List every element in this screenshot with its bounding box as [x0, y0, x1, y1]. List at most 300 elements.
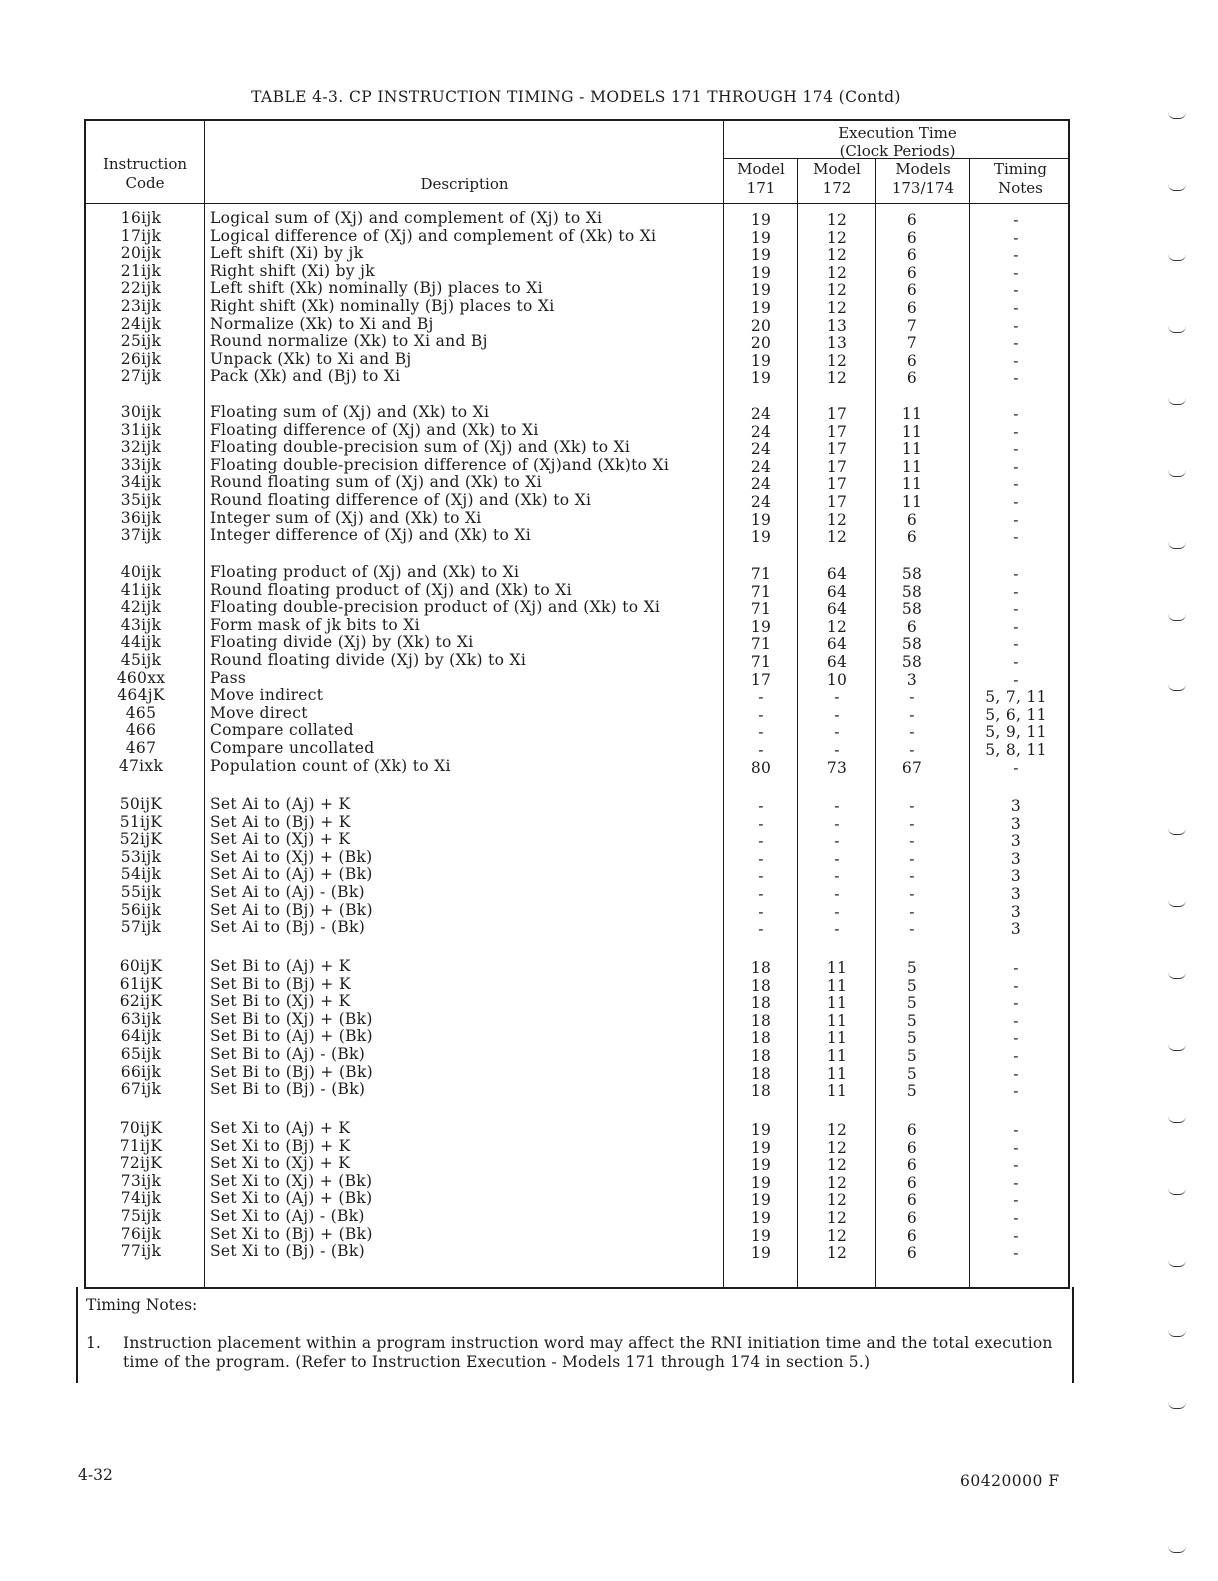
- cell-model-171: -: [758, 885, 764, 903]
- cell-model-172: -: [834, 723, 840, 742]
- cell-model-172: -: [834, 741, 840, 759]
- cell-model-172: 11: [826, 959, 848, 977]
- cell-model-172: -: [834, 688, 840, 707]
- cell-description: Set Ai to (Xj) + K: [210, 830, 351, 849]
- cell-model-171: 24: [750, 422, 772, 441]
- cell-model-172: 64: [826, 635, 848, 654]
- cell-description: Set Bi to (Aj) - (Bk): [210, 1045, 366, 1063]
- cell-models-173-174: 6: [906, 617, 918, 636]
- cell-timing-notes: -: [1013, 440, 1019, 459]
- cell-models-173-174: -: [909, 902, 915, 921]
- cell-model-172: 11: [826, 1064, 848, 1083]
- cell-model-171: -: [758, 705, 764, 724]
- cell-models-173-174: 58: [901, 600, 923, 619]
- cell-model-171: 18: [750, 1011, 772, 1030]
- cell-model-171: 24: [750, 440, 772, 459]
- cell-model-171: 19: [750, 1209, 772, 1227]
- edge-mark: [1168, 1044, 1186, 1051]
- cell-code: 33ijk: [120, 455, 162, 474]
- cell-models-173-174: 6: [906, 1191, 918, 1210]
- cell-code: 21ijk: [120, 261, 162, 280]
- cell-timing-notes: -: [1013, 617, 1019, 636]
- cell-code: 67ijk: [120, 1080, 162, 1099]
- cell-code: 22ijk: [120, 279, 162, 298]
- cell-description: Set Xi to (Xj) + K: [210, 1154, 351, 1173]
- cell-description: Set Ai to (Xj) + (Bk): [210, 847, 373, 866]
- cell-code: 53ijk: [120, 847, 162, 866]
- cell-model-172: 17: [826, 457, 848, 476]
- note-text: Instruction placement within a program instruction word may affect the RNI initiation time and the total execution time of the program. (Refer to Instruction Execution - Models 171 through 174 in section 5.): [123, 1334, 1053, 1371]
- cell-code: 62ijK: [119, 992, 163, 1011]
- cell-model-172: 12: [826, 1121, 848, 1139]
- cell-model-171: 19: [750, 228, 772, 247]
- edge-mark: [1168, 1330, 1186, 1337]
- cell-models-173-174: 11: [901, 405, 923, 423]
- cell-timing-notes: -: [1013, 758, 1019, 777]
- cell-model-171: 19: [750, 1121, 772, 1139]
- cell-model-171: 19: [750, 1156, 772, 1175]
- cell-description: Set Xi to (Aj) + K: [210, 1119, 351, 1137]
- edge-mark: [1168, 326, 1186, 333]
- cell-description: Left shift (Xk) nominally (Bj) places to Xi: [210, 279, 543, 298]
- cell-model-171: 24: [750, 457, 772, 476]
- cell-code: 35ijk: [120, 491, 162, 509]
- cell-description: Pack (Xk) and (Bj) to Xi: [210, 367, 401, 386]
- cell-code: 66ijk: [120, 1062, 162, 1081]
- edge-mark: [1168, 972, 1186, 979]
- cell-model-172: 12: [826, 510, 848, 529]
- cell-models-173-174: 6: [906, 211, 918, 229]
- cell-models-173-174: 6: [906, 246, 918, 265]
- cell-timing-notes: -: [1013, 299, 1019, 317]
- cell-description: Set Bi to (Bj) + K: [210, 974, 351, 993]
- cell-timing-notes: -: [1013, 600, 1019, 619]
- cell-code: 74ijk: [120, 1189, 162, 1208]
- edge-mark: [1168, 684, 1186, 691]
- cell-model-171: 19: [750, 1226, 772, 1245]
- edge-mark: [1168, 470, 1186, 477]
- cell-timing-notes: -: [1013, 1244, 1019, 1263]
- cell-models-173-174: -: [909, 849, 915, 868]
- cell-description: Left shift (Xi) by jk: [210, 244, 364, 263]
- edge-mark: [1168, 112, 1186, 119]
- cell-code: 43ijk: [120, 615, 162, 634]
- cell-model-171: 19: [750, 211, 772, 229]
- cell-models-173-174: 58: [901, 582, 923, 601]
- cell-code: 464jK: [117, 686, 165, 705]
- cell-timing-notes: -: [1013, 976, 1019, 995]
- cell-model-172: 12: [826, 351, 848, 370]
- cell-models-173-174: 67: [901, 758, 923, 777]
- cell-models-173-174: -: [909, 797, 915, 815]
- cell-model-171: 71: [750, 635, 772, 654]
- cell-timing-notes: 3: [1010, 867, 1022, 886]
- cell-model-171: 20: [750, 334, 772, 353]
- cell-models-173-174: 5: [906, 959, 918, 977]
- cell-description: Set Ai to (Aj) - (Bk): [210, 883, 365, 901]
- cell-description: Set Xi to (Bj) + K: [210, 1136, 351, 1155]
- cell-model-171: 71: [750, 653, 772, 671]
- cell-model-172: 13: [826, 334, 848, 353]
- cell-description: Floating double-precision sum of (Xj) and (Xk) to Xi: [210, 438, 631, 457]
- cell-code: 51ijK: [119, 812, 163, 831]
- cell-description: Set Xi to (Aj) - (Bk): [210, 1207, 365, 1225]
- cell-description: Set Bi to (Aj) + (Bk): [210, 1027, 373, 1046]
- cell-model-172: 64: [826, 600, 848, 619]
- cell-models-173-174: 6: [906, 351, 918, 370]
- cell-models-173-174: -: [909, 832, 915, 851]
- cell-timing-notes: -: [1013, 493, 1019, 511]
- cell-description: Move direct: [210, 703, 308, 722]
- edge-mark: [1168, 184, 1186, 191]
- cell-code: 40ijk: [120, 563, 162, 581]
- cell-models-173-174: 3: [906, 670, 918, 689]
- cell-model-172: -: [834, 797, 840, 815]
- cell-models-173-174: 6: [906, 1156, 918, 1175]
- header-description: Description: [420, 175, 509, 193]
- cell-models-173-174: 6: [906, 528, 918, 547]
- cell-model-171: 18: [750, 976, 772, 995]
- cell-timing-notes: -: [1013, 475, 1019, 494]
- cell-model-172: 17: [826, 422, 848, 441]
- header-bottom-rule: [84, 203, 1070, 204]
- column-divider-m173: [875, 158, 876, 1289]
- cell-timing-notes: -: [1013, 263, 1019, 282]
- cell-code: 56ijk: [120, 900, 162, 919]
- cell-description: Set Ai to (Aj) + (Bk): [210, 865, 373, 884]
- cell-timing-notes: -: [1013, 653, 1019, 671]
- cell-model-171: 19: [750, 246, 772, 265]
- cell-models-173-174: 5: [906, 976, 918, 995]
- cell-description: Set Ai to (Bj) + K: [210, 812, 351, 831]
- cell-description: Round normalize (Xk) to Xi and Bj: [210, 332, 488, 351]
- cell-model-171: -: [758, 814, 764, 833]
- cell-models-173-174: 7: [906, 316, 918, 335]
- cell-code: 44ijk: [120, 633, 162, 652]
- cell-model-172: 12: [826, 228, 848, 247]
- cell-code: 37ijk: [120, 526, 162, 545]
- cell-models-173-174: 6: [906, 281, 918, 300]
- cell-model-172: 10: [826, 670, 848, 689]
- notes-title: Timing Notes:: [86, 1296, 198, 1314]
- cell-code: 23ijk: [120, 297, 162, 315]
- cell-models-173-174: -: [909, 885, 915, 903]
- cell-model-171: 19: [750, 1244, 772, 1263]
- cell-models-173-174: 6: [906, 1173, 918, 1192]
- cell-timing-notes: -: [1013, 635, 1019, 654]
- cell-timing-notes: 5, 6, 11: [985, 705, 1047, 724]
- cell-timing-notes: -: [1013, 1156, 1019, 1175]
- cell-model-172: -: [834, 832, 840, 851]
- cell-model-171: 19: [750, 263, 772, 282]
- cell-description: Round floating divide (Xj) by (Xk) to Xi: [210, 651, 527, 669]
- cell-models-173-174: 5: [906, 1029, 918, 1048]
- cell-timing-notes: 3: [1010, 902, 1022, 921]
- cell-description: Set Bi to (Bj) + (Bk): [210, 1062, 374, 1081]
- cell-models-173-174: 11: [901, 457, 923, 476]
- cell-model-171: 24: [750, 405, 772, 423]
- page-title: TABLE 4-3. CP INSTRUCTION TIMING - MODELS 171 THROUGH 174 (Contd): [251, 88, 901, 106]
- cell-model-172: 12: [826, 299, 848, 317]
- cell-models-173-174: -: [909, 705, 915, 724]
- cell-model-171: 18: [750, 1064, 772, 1083]
- cell-model-171: 18: [750, 1082, 772, 1101]
- cell-model-172: -: [834, 814, 840, 833]
- cell-model-172: 12: [826, 281, 848, 300]
- cell-models-173-174: 6: [906, 228, 918, 247]
- cell-code: 65ijk: [120, 1045, 162, 1063]
- cell-code: 25ijk: [120, 332, 162, 351]
- cell-description: Right shift (Xk) nominally (Bj) places to Xi: [210, 297, 555, 315]
- cell-model-172: 11: [826, 1082, 848, 1101]
- cell-code: 465: [125, 703, 157, 722]
- cell-code: 52ijK: [119, 830, 163, 849]
- cell-description: Floating double-precision difference of (Xj)and (Xk)to Xi: [210, 455, 670, 474]
- cell-timing-notes: -: [1013, 1209, 1019, 1227]
- cell-description: Set Bi to (Aj) + K: [210, 957, 351, 975]
- cell-model-172: 12: [826, 211, 848, 229]
- cell-models-173-174: 11: [901, 493, 923, 511]
- cell-model-171: 18: [750, 994, 772, 1013]
- cell-timing-notes: 3: [1010, 814, 1022, 833]
- cell-model-172: 12: [826, 1138, 848, 1157]
- cell-model-172: 73: [826, 758, 848, 777]
- column-divider-notes: [969, 158, 970, 1289]
- cell-timing-notes: -: [1013, 670, 1019, 689]
- cell-models-173-174: -: [909, 688, 915, 707]
- cell-models-173-174: 5: [906, 1064, 918, 1083]
- cell-model-172: 12: [826, 1173, 848, 1192]
- cell-code: 63ijk: [120, 1009, 162, 1028]
- cell-timing-notes: -: [1013, 457, 1019, 476]
- cell-code: 70ijK: [119, 1119, 163, 1137]
- cell-model-171: 19: [750, 1191, 772, 1210]
- cell-code: 32ijk: [120, 438, 162, 457]
- cell-model-172: 12: [826, 528, 848, 547]
- cell-description: Logical sum of (Xj) and complement of (Xj) to Xi: [210, 209, 603, 227]
- cell-model-172: 13: [826, 316, 848, 335]
- cell-model-172: -: [834, 920, 840, 939]
- cell-description: Floating double-precision product of (Xj) and (Xk) to Xi: [210, 598, 661, 617]
- cell-code: 26ijk: [120, 349, 162, 368]
- cell-models-173-174: 11: [901, 475, 923, 494]
- cell-model-171: 20: [750, 316, 772, 335]
- cell-description: Form mask of jk bits to Xi: [210, 615, 420, 634]
- header-model-171: Model 171: [737, 160, 785, 197]
- cell-model-171: 19: [750, 299, 772, 317]
- cell-timing-notes: -: [1013, 582, 1019, 601]
- cell-models-173-174: 6: [906, 263, 918, 282]
- cell-models-173-174: 6: [906, 510, 918, 529]
- cell-timing-notes: -: [1013, 1191, 1019, 1210]
- cell-description: Set Xi to (Bj) - (Bk): [210, 1242, 365, 1261]
- header-model-172: Model 172: [813, 160, 861, 197]
- cell-model-172: -: [834, 885, 840, 903]
- cell-models-173-174: 58: [901, 565, 923, 583]
- cell-description: Set Xi to (Xj) + (Bk): [210, 1171, 373, 1190]
- cell-model-172: 12: [826, 369, 848, 388]
- cell-models-173-174: 6: [906, 299, 918, 317]
- cell-code: 17ijk: [120, 226, 162, 245]
- cell-models-173-174: -: [909, 814, 915, 833]
- cell-model-171: 19: [750, 617, 772, 636]
- cell-model-171: 71: [750, 582, 772, 601]
- cell-description: Set Xi to (Aj) + (Bk): [210, 1189, 373, 1208]
- cell-code: 20ijk: [120, 244, 162, 263]
- cell-timing-notes: 3: [1010, 832, 1022, 851]
- cell-timing-notes: 5, 9, 11: [985, 723, 1047, 742]
- cell-models-173-174: -: [909, 741, 915, 759]
- cell-model-171: -: [758, 902, 764, 921]
- cell-model-172: 11: [826, 1029, 848, 1048]
- cell-timing-notes: 5, 7, 11: [985, 688, 1047, 707]
- cell-models-173-174: 6: [906, 1138, 918, 1157]
- cell-code: 75ijk: [120, 1207, 162, 1225]
- cell-timing-notes: -: [1013, 351, 1019, 370]
- cell-model-172: 17: [826, 405, 848, 423]
- cell-model-171: 80: [750, 758, 772, 777]
- header-models-173-174: Models 173/174: [891, 160, 955, 197]
- cell-model-172: 11: [826, 1011, 848, 1030]
- cell-timing-notes: -: [1013, 1173, 1019, 1192]
- cell-models-173-174: 6: [906, 1226, 918, 1245]
- cell-model-172: 64: [826, 582, 848, 601]
- cell-description: Integer difference of (Xj) and (Xk) to Xi: [210, 526, 531, 545]
- cell-description: Logical difference of (Xj) and complement of (Xk) to Xi: [210, 226, 657, 245]
- cell-timing-notes: -: [1013, 528, 1019, 547]
- cell-timing-notes: -: [1013, 1011, 1019, 1030]
- cell-model-171: 19: [750, 528, 772, 547]
- cell-code: 60ijK: [119, 957, 163, 975]
- cell-model-172: 12: [826, 617, 848, 636]
- cell-model-171: 19: [750, 351, 772, 370]
- page-number: 4-32: [78, 1466, 113, 1484]
- cell-code: 72ijK: [119, 1154, 163, 1173]
- cell-description: Normalize (Xk) to Xi and Bj: [210, 314, 434, 333]
- cell-models-173-174: 6: [906, 1209, 918, 1227]
- edge-mark: [1168, 1402, 1186, 1409]
- cell-description: Set Ai to (Bj) + (Bk): [210, 900, 373, 919]
- cell-code: 34ijk: [120, 473, 162, 492]
- cell-description: Set Bi to (Xj) + (Bk): [210, 1009, 373, 1028]
- cell-timing-notes: -: [1013, 422, 1019, 441]
- edge-mark: [1168, 1546, 1186, 1553]
- cell-timing-notes: -: [1013, 959, 1019, 977]
- cell-model-172: 12: [826, 246, 848, 265]
- cell-model-172: 17: [826, 440, 848, 459]
- cell-model-172: 11: [826, 1047, 848, 1065]
- cell-model-172: -: [834, 867, 840, 886]
- cell-timing-notes: -: [1013, 316, 1019, 335]
- cell-model-171: 19: [750, 510, 772, 529]
- cell-model-172: 12: [826, 1244, 848, 1263]
- cell-code: 27ijk: [120, 367, 162, 386]
- cell-model-172: 12: [826, 1226, 848, 1245]
- edge-mark: [1168, 398, 1186, 405]
- cell-model-171: -: [758, 688, 764, 707]
- cell-code: 42ijk: [120, 598, 162, 617]
- edge-mark: [1168, 614, 1186, 621]
- cell-code: 57ijk: [120, 918, 162, 937]
- cell-model-171: 17: [750, 670, 772, 689]
- cell-model-171: -: [758, 849, 764, 868]
- cell-model-171: -: [758, 723, 764, 742]
- cell-description: Population count of (Xk) to Xi: [210, 756, 451, 775]
- cell-code: 45ijk: [120, 651, 162, 669]
- column-divider-code: [204, 119, 205, 1289]
- cell-timing-notes: -: [1013, 1138, 1019, 1157]
- cell-models-173-174: 5: [906, 1011, 918, 1030]
- cell-models-173-174: 6: [906, 1121, 918, 1139]
- cell-timing-notes: -: [1013, 994, 1019, 1013]
- cell-description: Round floating product of (Xj) and (Xk) to Xi: [210, 580, 572, 599]
- cell-description: Set Bi to (Bj) - (Bk): [210, 1080, 366, 1099]
- cell-model-171: 18: [750, 1047, 772, 1065]
- cell-description: Pass: [210, 668, 247, 687]
- cell-timing-notes: 5, 8, 11: [985, 741, 1047, 759]
- cell-model-171: 19: [750, 1173, 772, 1192]
- edge-mark: [1168, 1116, 1186, 1123]
- document-number: 60420000 F: [960, 1472, 1060, 1490]
- cell-timing-notes: -: [1013, 1121, 1019, 1139]
- cell-description: Round floating sum of (Xj) and (Xk) to Xi: [210, 473, 542, 492]
- cell-code: 71ijK: [119, 1136, 163, 1155]
- cell-code: 16ijk: [120, 209, 162, 227]
- cell-timing-notes: -: [1013, 510, 1019, 529]
- cell-model-172: 12: [826, 1191, 848, 1210]
- cell-model-172: 11: [826, 976, 848, 995]
- cell-description: Set Bi to (Xj) + K: [210, 992, 351, 1011]
- cell-models-173-174: 6: [906, 369, 918, 388]
- cell-description: Move indirect: [210, 686, 324, 705]
- edge-mark: [1168, 1188, 1186, 1195]
- cell-model-172: 64: [826, 653, 848, 671]
- cell-code: 31ijk: [120, 420, 162, 439]
- cell-code: 73ijk: [120, 1171, 162, 1190]
- cell-model-171: -: [758, 741, 764, 759]
- cell-code: 36ijk: [120, 508, 162, 527]
- cell-timing-notes: -: [1013, 228, 1019, 247]
- edge-mark: [1168, 542, 1186, 549]
- cell-model-172: 11: [826, 994, 848, 1013]
- note-number: 1.: [86, 1334, 101, 1352]
- cell-timing-notes: -: [1013, 281, 1019, 300]
- cell-model-172: -: [834, 902, 840, 921]
- edge-mark: [1168, 1260, 1186, 1267]
- cell-models-173-174: 11: [901, 422, 923, 441]
- cell-timing-notes: -: [1013, 1064, 1019, 1083]
- cell-timing-notes: -: [1013, 1029, 1019, 1048]
- header-execution-time: Execution Time: [838, 124, 957, 142]
- cell-code: 30ijk: [120, 403, 162, 421]
- column-divider-description: [723, 119, 724, 1289]
- header-timing-notes: Timing Notes: [993, 160, 1048, 197]
- cell-description: Floating product of (Xj) and (Xk) to Xi: [210, 563, 520, 581]
- cell-model-171: -: [758, 920, 764, 939]
- cell-description: Compare uncollated: [210, 739, 375, 757]
- cell-description: Floating difference of (Xj) and (Xk) to Xi: [210, 420, 539, 439]
- edge-mark: [1168, 254, 1186, 261]
- cell-model-172: 12: [826, 1156, 848, 1175]
- cell-code: 77ijk: [120, 1242, 162, 1261]
- cell-timing-notes: -: [1013, 246, 1019, 265]
- cell-code: 466: [125, 721, 157, 740]
- cell-model-171: 18: [750, 1029, 772, 1048]
- cell-code: 61ijK: [119, 974, 163, 993]
- cell-models-173-174: 58: [901, 653, 923, 671]
- cell-models-173-174: -: [909, 920, 915, 939]
- cell-model-172: -: [834, 849, 840, 868]
